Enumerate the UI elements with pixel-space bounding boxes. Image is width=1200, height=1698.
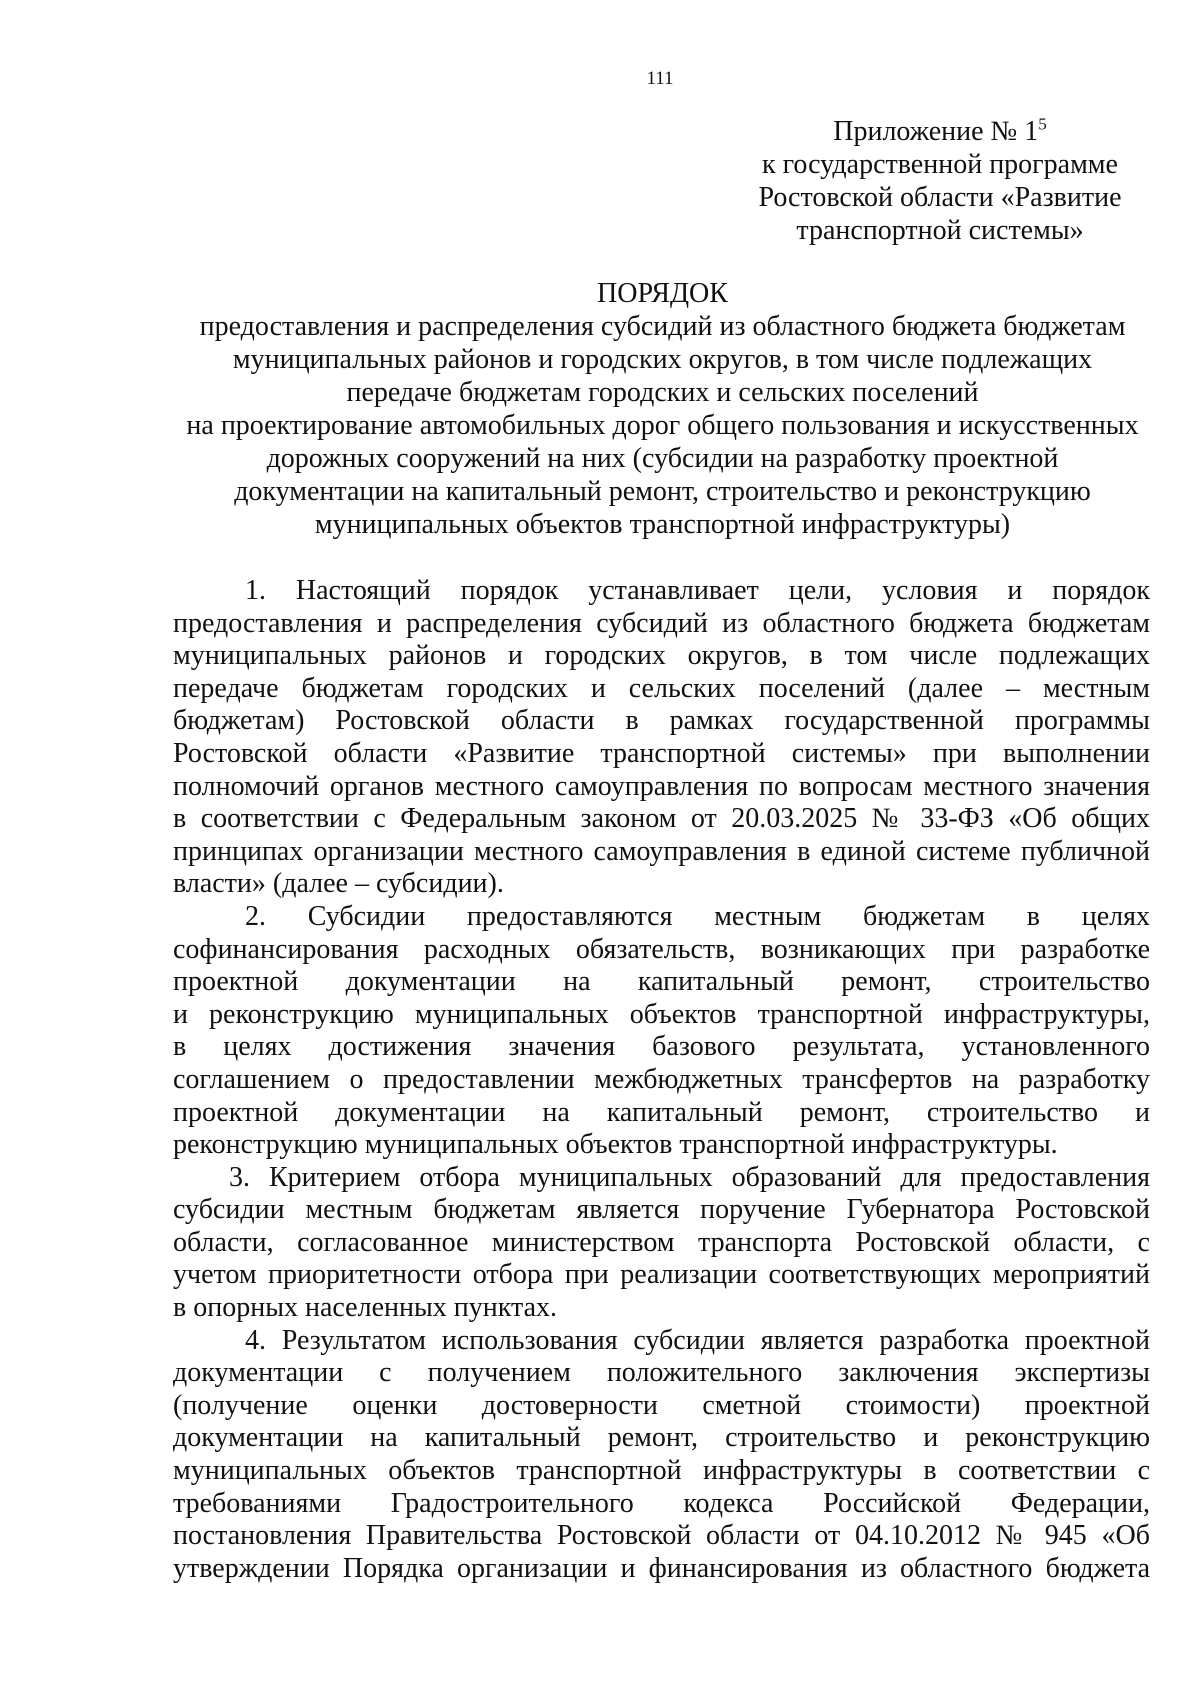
title-line: предоставления и распределения субсидий из областного бюджета бюджетам xyxy=(199,311,1126,342)
paragraph-line: реконструкцию муниципальных объектов транспортной инфраструктуры. xyxy=(173,1129,1058,1161)
page-number: 111 xyxy=(646,68,674,89)
paragraph-line: субсидии местным бюджетам является поручение Губернатора Ростовской xyxy=(173,1194,1150,1226)
appendix-number-superscript: 5 xyxy=(1038,114,1047,134)
paragraph-line: 4. Результатом использования субсидии является разработка проектной xyxy=(245,1324,1150,1356)
paragraph-line: предоставления и распределения субсидий из областного бюджета бюджетам xyxy=(173,607,1150,639)
title-line: документации на капитальный ремонт, строительство и реконструкцию xyxy=(234,476,1091,507)
paragraph-line: полномочий органов местного самоуправления по вопросам местного значения xyxy=(173,770,1150,802)
paragraph-line: соглашением о предоставлении межбюджетных трансфертов на разработку xyxy=(173,1063,1150,1095)
appendix-number: Приложение № 1 xyxy=(833,116,1039,147)
paragraph-line: документации с получением положительного заключения экспертизы xyxy=(173,1357,1150,1389)
paragraph-line: власти» (далее – субсидии). xyxy=(173,868,504,900)
paragraph-line: постановления Правительства Ростовской области от 04.10.2012 № 945 «Об xyxy=(173,1520,1150,1552)
paragraph-4 xyxy=(173,1325,1150,1586)
paragraph-line: документации на капитальный ремонт, строительство и реконструкцию xyxy=(173,1422,1150,1454)
paragraph-line: муниципальных объектов транспортной инфраструктуры в соответствии с xyxy=(173,1455,1150,1487)
paragraph-line: утверждении Порядка организации и финансирования из областного бюджета xyxy=(173,1552,1150,1584)
paragraph-line: передаче бюджетам городских и сельских поселений (далее – местным xyxy=(173,672,1150,704)
title-line: передаче бюджетам городских и сельских поселений xyxy=(346,377,979,408)
title-line: муниципальных районов и городских округов, в том числе подлежащих xyxy=(232,344,1093,375)
paragraph-line: и реконструкцию муниципальных объектов транспортной инфраструктуры, xyxy=(173,998,1150,1030)
document-body xyxy=(173,575,1150,1585)
title-line: дорожных сооружений на них (субсидии на разработку проектной xyxy=(266,443,1059,474)
paragraph-line: бюджетам) Ростовской области в рамках государственной программы xyxy=(173,705,1150,737)
paragraph-3 xyxy=(173,1162,1150,1325)
paragraph-2 xyxy=(173,901,1150,1162)
paragraph-line: 1. Настоящий порядок устанавливает цели, условия и порядок xyxy=(245,575,1150,606)
appendix-line-1 xyxy=(680,115,1200,148)
paragraph-line: (получение оценки достоверности сметной стоимости) проектной xyxy=(173,1389,1150,1421)
paragraph-line: муниципальных районов и городских округов, в том числе подлежащих xyxy=(173,640,1150,672)
paragraph-line: области, согласованное министерством транспорта Ростовской области, с xyxy=(173,1226,1150,1258)
appendix-header xyxy=(680,115,1200,247)
appendix-line-3: Ростовской области «Развитие xyxy=(758,182,1122,213)
appendix-line-4: транспортной системы» xyxy=(796,215,1084,246)
paragraph-1 xyxy=(173,575,1150,901)
paragraph-line: проектной документации на капитальный ремонт, строительство и xyxy=(173,1096,1150,1128)
paragraph-line: принципах организации местного самоуправления в единой системе публичной xyxy=(173,835,1150,867)
paragraph-line: в опорных населенных пунктах. xyxy=(173,1292,558,1324)
paragraph-line: в целях достижения значения базового результата, установленного xyxy=(173,1031,1150,1063)
paragraph-line: в соответствии с Федеральным законом от 20.03.2025 № 33-ФЗ «Об общих xyxy=(173,803,1150,835)
title-line: на проектирование автомобильных дорог общего пользования и искусственных xyxy=(186,410,1139,441)
paragraph-line: учетом приоритетности отбора при реализации соответствующих мероприятий xyxy=(173,1259,1150,1291)
paragraph-line: софинансирования расходных обязательств, возникающих при разработке xyxy=(173,933,1150,965)
paragraph-line: проектной документации на капитальный ремонт, строительство xyxy=(173,966,1150,998)
paragraph-line: требованиями Градостроительного кодекса Российской Федерации, xyxy=(173,1487,1150,1519)
title-line: муниципальных объектов транспортной инфраструктуры) xyxy=(314,509,1011,540)
document-title xyxy=(170,277,1155,541)
title-heading: ПОРЯДОК xyxy=(597,278,728,309)
paragraph-line: 3. Критерием отбора муниципальных образований для предоставления xyxy=(229,1161,1150,1193)
paragraph-line: Ростовской области «Развитие транспортной системы» при выполнении xyxy=(173,737,1150,769)
appendix-line-2: к государственной программе xyxy=(762,149,1118,180)
paragraph-line: 2. Субсидии предоставляются местным бюджетам в целях xyxy=(245,900,1150,932)
